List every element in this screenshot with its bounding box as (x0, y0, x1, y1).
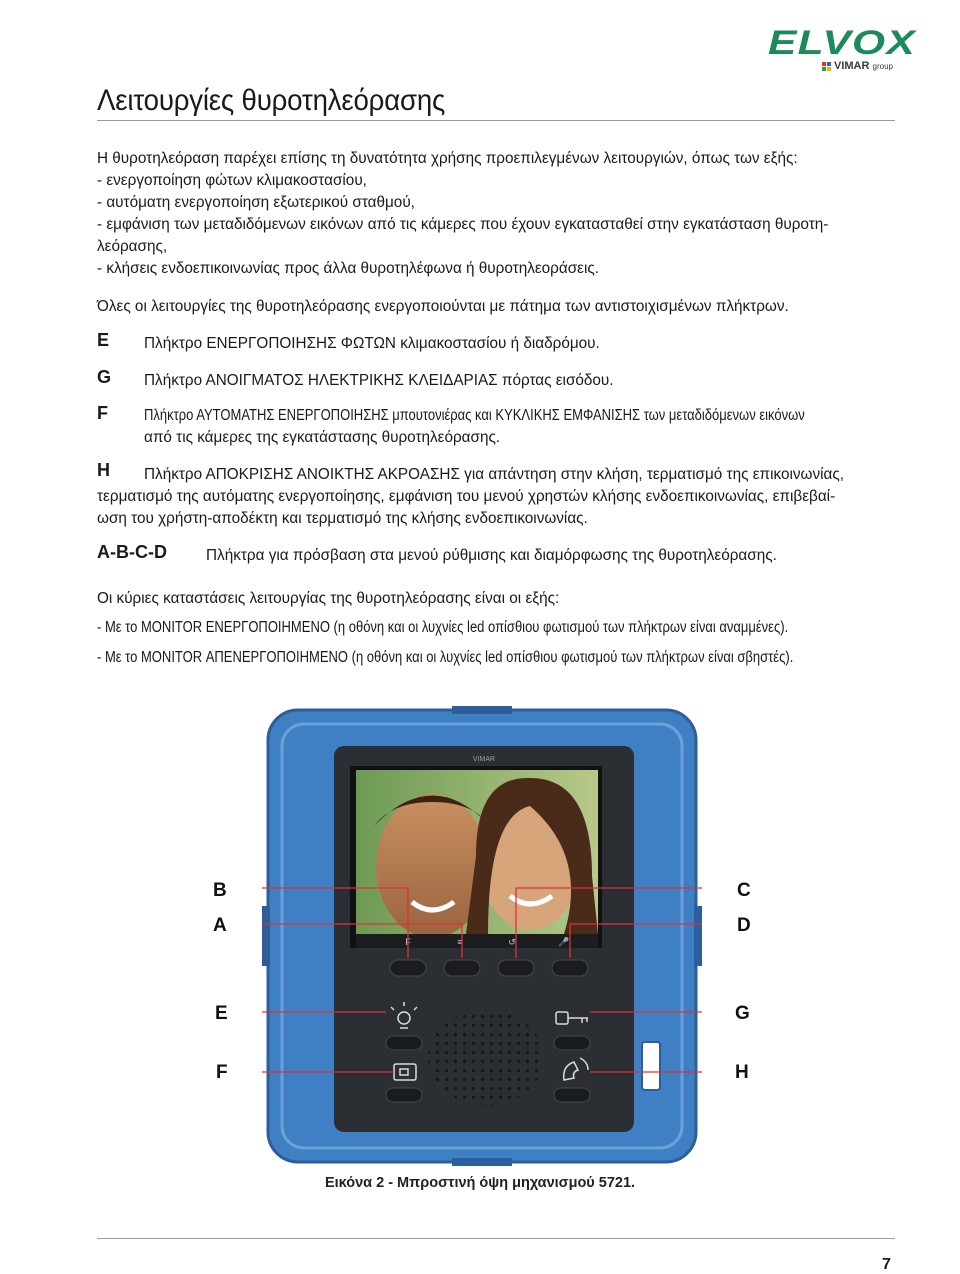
button-b (444, 960, 480, 976)
key-desc-abcd: Πλήκτρα για πρόσβαση στα μενού ρύθμισης και διαμόρφωσης της θυροτηλεόρασης. (206, 547, 777, 564)
logo-group-name: VIMAR (834, 60, 870, 72)
key-letter-e: E (97, 330, 110, 350)
intro-line: λεόρασης, (97, 238, 168, 255)
key-desc-h: Πλήκτρο ΑΠΟΚΡΙΣΗΣ ΑΝΟΙΚΤΗΣ ΑΚΡΟΑΣΗΣ για απάντηση στην κλήση, τερματισμό της επικοινωνίας, (144, 466, 844, 483)
label-g: G (735, 1003, 750, 1024)
side-clip (642, 1042, 660, 1090)
key-desc-e: Πλήκτρο ΕΝΕΡΓΟΠΟΙΗΣΗΣ ΦΩΤΩΝ κλιμακοστασίου ή διαδρόμου. (144, 335, 600, 352)
screen-key-mic: 🎤 (558, 937, 570, 947)
screen-key-menu: ≡ (457, 937, 463, 947)
button-c (498, 960, 534, 976)
label-e: E (215, 1003, 228, 1024)
label-d: D (737, 915, 751, 936)
footer-divider (97, 1238, 895, 1239)
button-d (552, 960, 588, 976)
state-on: - Με το MONITOR ΕΝΕΡΓΟΠΟΙΗΜΕΝΟ (η οθόνη και οι λυχνίες led οπίσθιου φωτισμού των πλήκτρων είναι αναμμένες). (97, 619, 789, 636)
key-letter-f: F (97, 403, 108, 423)
logo-group (822, 60, 893, 72)
speaker-grille-icon (428, 1010, 544, 1106)
logo-wordmark: ELVOX (768, 24, 916, 62)
key-letter-g: G (97, 367, 112, 387)
key-desc-f: Πλήκτρο ΑΥΤΟΜΑΤΗΣ ΕΝΕΡΓΟΠΟΙΗΣΗΣ μπουτονιέρας και ΚΥΚΛΙΚΗΣ ΕΜΦΑΝΙΣΗΣ των μεταδιδόμενων εικόνων (144, 407, 805, 424)
states-intro: Οι κύριες καταστάσεις λειτουργίας της θυροτηλεόρασης είναι οι εξής: (97, 590, 560, 607)
state-off: - Με το MONITOR ΑΠΕΝΕΡΓΟΠΟΙΗΜΕΝΟ (η οθόνη και οι λυχνίες led οπίσθιου φωτισμού των πλήκτρων είναι σβηστές). (97, 649, 794, 666)
label-b: B (213, 880, 227, 901)
button-h (554, 1088, 590, 1102)
figure-caption: Εικόνα 2 - Μπροστινή όψη μηχανισμού 5721. (324, 1175, 636, 1191)
button-g (554, 1036, 590, 1050)
button-e (386, 1036, 422, 1050)
label-a: A (213, 915, 227, 936)
device-figure (262, 706, 702, 1166)
elvox-logo (768, 24, 916, 74)
intro-line: - εμφάνιση των μεταδιδόμενων εικόνων από τις κάμερες που έχουν εγκατασταθεί στην εγκατάσταση θυροτη- (97, 216, 829, 233)
intro-line: Η θυροτηλεόραση παρέχει επίσης τη δυνατότητα χρήσης προεπιλεγμένων λειτουργιών, όπως των εξής: (97, 150, 798, 167)
label-f: F (216, 1062, 228, 1083)
screen-key-f: F (405, 937, 411, 947)
key-letter-h: H (97, 460, 110, 480)
logo-group-suffix: group (872, 62, 893, 71)
device-brand: VIMAR (472, 756, 496, 763)
all-functions-text: Όλες οι λειτουργίες της θυροτηλεόρασης ενεργοποιούνται με πάτημα των αντιστοιχισμένων πλήκτρων. (97, 298, 789, 315)
button-f (386, 1088, 422, 1102)
page-title: Λειτουργίες θυροτηλεόρασης (97, 84, 446, 117)
key-desc-g: Πλήκτρο ΑΝΟΙΓΜΑΤΟΣ ΗΛΕΚΤΡΙΚΗΣ ΚΛΕΙΔΑΡΙΑΣ πόρτας εισόδου. (144, 372, 614, 389)
screen-key-cycle: ↺ (508, 937, 516, 947)
page-number: 7 (882, 1256, 891, 1273)
key-desc-h-cont: ωση του χρήστη-αποδέκτη και τερματισμό της κλήσης ενδοεπικοινωνίας. (97, 510, 588, 527)
key-desc-f-cont: από τις κάμερες της εγκατάστασης θυροτηλεόρασης. (144, 429, 501, 446)
key-letter-abcd: A-B-C-D (97, 542, 167, 562)
label-c: C (737, 880, 751, 901)
intro-line: - κλήσεις ενδοεπικοινωνίας προς άλλα θυροτηλέφωνα ή θυροτηλεοράσεις. (97, 260, 600, 277)
monitor-illustration (262, 706, 702, 1166)
title-divider (97, 120, 895, 121)
intro-line: - αυτόματη ενεργοποίηση εξωτερικού σταθμού, (97, 194, 415, 211)
label-h: H (735, 1062, 749, 1083)
intro-line: - ενεργοποίηση φώτων κλιμακοστασίου, (97, 172, 367, 189)
key-desc-h-cont: τερματισμό της αυτόματης ενεργοποίησης, εμφάνιση του μενού χρηστών κλήσης ενδοεπικοινωνίας, επιβεβαί- (97, 488, 836, 505)
button-a (390, 960, 426, 976)
